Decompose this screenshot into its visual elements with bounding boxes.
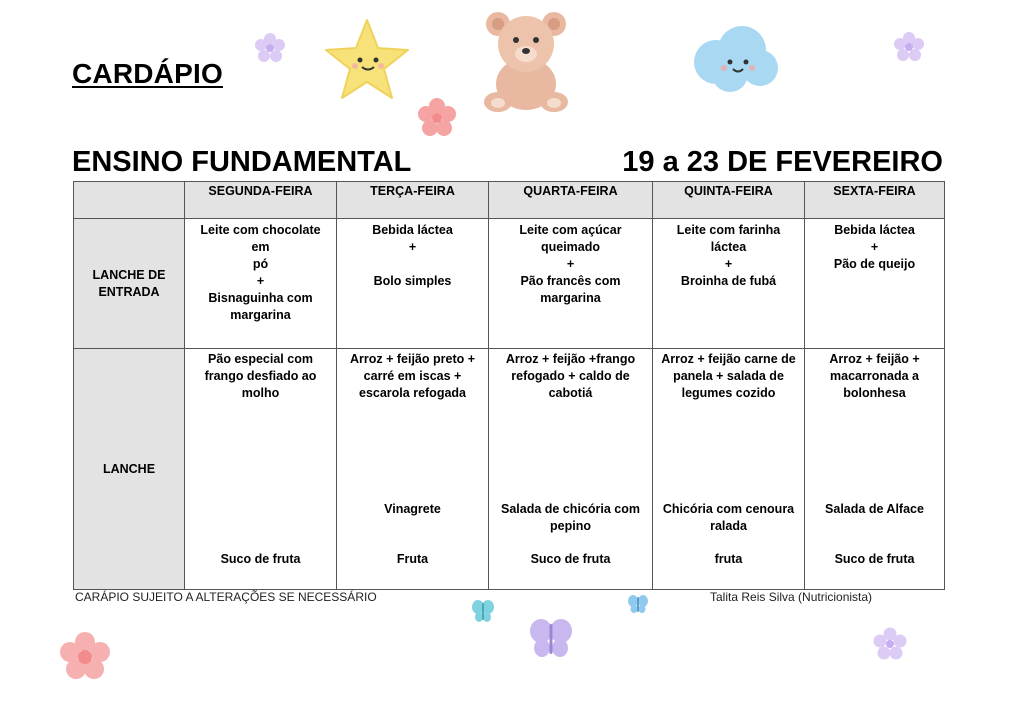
day-header: SEXTA-FEIRA	[805, 182, 945, 219]
flower-icon	[56, 630, 114, 682]
meal-cell: Arroz + feijão carne de panela + salada de legumes cozido Chicória com cenoura ralada fruta	[653, 349, 805, 590]
table-row	[74, 219, 945, 349]
meal-cell: Arroz + feijão +frango refogado + caldo de cabotiá Salada de chicória com pepino Suco de fruta	[489, 349, 653, 590]
day-header: TERÇA-FEIRA	[337, 182, 489, 219]
meal-cell: Pão especial com frango desfiado ao molho Suco de fruta	[185, 349, 337, 590]
star-icon	[322, 16, 412, 102]
butterfly-icon	[470, 598, 496, 624]
nutritionist-signature: Talita Reis Silva (Nutricionista)	[710, 590, 873, 604]
header-row	[74, 182, 945, 219]
meal-cell: Arroz + feijão + macarronada a bolonhesa Salada de Alface Suco de fruta	[805, 349, 945, 590]
meal-cell: Bebida láctea + Pão de queijo	[805, 219, 945, 349]
row-label-entrada: LANCHE DE ENTRADA	[74, 219, 185, 349]
subtitle-row	[72, 143, 943, 179]
flower-icon	[253, 31, 287, 65]
table-row	[74, 349, 945, 590]
teddy-bear-icon	[476, 6, 576, 114]
day-header: QUARTA-FEIRA	[489, 182, 653, 219]
row-label-lanche: LANCHE	[74, 349, 185, 590]
flower-icon	[892, 30, 926, 64]
flower-icon	[872, 626, 908, 662]
date-range: 19 a 23 DE FEVEREIRO	[622, 146, 943, 178]
meal-cell: Bebida láctea + Bolo simples	[337, 219, 489, 349]
meal-cell: Arroz + feijão preto + carré em iscas + escarola refogada Vinagrete Fruta	[337, 349, 489, 590]
butterfly-icon	[627, 594, 649, 614]
corner-cell	[74, 182, 185, 219]
cloud-icon	[686, 22, 782, 94]
menu-table	[73, 181, 945, 590]
page-title: CARDÁPIO	[72, 58, 223, 89]
disclaimer-note: CARÁPIO SUJEITO A ALTERAÇÕES SE NECESSÁRIO	[75, 590, 377, 604]
meal-cell: Leite com chocolate em pó + Bisnaguinha com margarina	[185, 219, 337, 349]
day-header: QUINTA-FEIRA	[653, 182, 805, 219]
meal-cell: Leite com farinha láctea + Broinha de fubá	[653, 219, 805, 349]
butterfly-icon	[528, 616, 574, 660]
school-level: ENSINO FUNDAMENTAL	[72, 146, 412, 178]
flower-icon	[415, 96, 459, 140]
day-header: SEGUNDA-FEIRA	[185, 182, 337, 219]
meal-cell: Leite com açúcar queimado + Pão francês com margarina	[489, 219, 653, 349]
